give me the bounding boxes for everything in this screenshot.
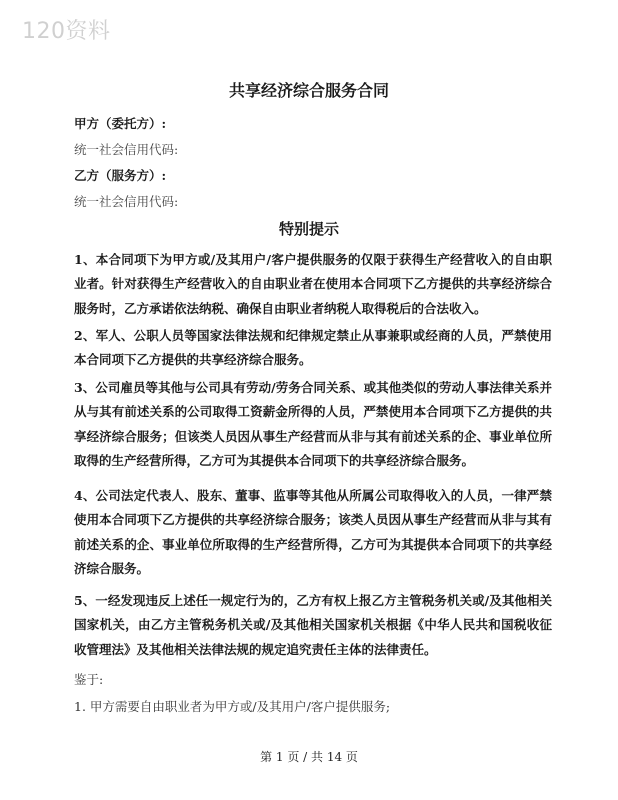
page-footer: 第 1 页 / 共 14 页 bbox=[260, 750, 358, 764]
party-b-label: 乙方（服务方）: bbox=[74, 168, 167, 183]
clause-3: 3、公司雇员等其他与公司具有劳动/劳务合同关系、或其他类似的劳动人事法律关系并从与其有前述关系的公司取得工资薪金所得的人员，严禁使用本合同项下乙方提供的共享经济综合服务；但该类人员因从事生产经营而从非与其有前述关系的企、事业单位所取得的生产经营所得，乙方可为其提供本合同项下的共享经济综合服务。 bbox=[74, 380, 552, 469]
party-a-credit-code-label: 统一社会信用代码: bbox=[74, 142, 179, 157]
document-title: 共享经济综合服务合同 bbox=[228, 81, 389, 100]
party-b-credit-code-label: 统一社会信用代码: bbox=[74, 194, 179, 209]
party-a-label: 甲方（委托方）: bbox=[74, 116, 167, 131]
watermark: 120资料 bbox=[22, 19, 111, 44]
whereas-item-1: 1. 甲方需要自由职业者为甲方或/及其用户/客户提供服务; bbox=[74, 699, 391, 714]
clause-4: 4、公司法定代表人、股东、董事、监事等其他从所属公司取得收入的人员，一律严禁使用本合同项下乙方提供的共享经济综合服务；该类人员因从事生产经营而从非与其有前述关系的企、事业单位所取得的生产经营所得，乙方可为其提供本合同项下的共享经济综合服务。 bbox=[74, 488, 552, 577]
clause-5: 5、一经发现违反上述任一规定行为的，乙方有权上报乙方主管税务机关或/及其他相关国家机关，由乙方主管税务机关或/及其他相关国家机关根据《中华人民共和国税收征收管理法》及其他相关法律法规的规定追究责任主体的法律责任。 bbox=[74, 593, 552, 657]
whereas-label: 鉴于: bbox=[74, 672, 104, 687]
clause-1: 1、本合同项下为甲方或/及其用户/客户提供服务的仅限于获得生产经营收入的自由职业者。针对获得生产经营收入的自由职业者在使用本合同项下乙方提供的共享经济综合服务时，乙方承诺依法纳税、确保自由职业者纳税人取得税后的合法收入。 bbox=[74, 252, 552, 316]
clause-2: 2、军人、公职人员等国家法律法规和纪律规定禁止从事兼职或经商的人员，严禁使用本合同项下乙方提供的共享经济综合服务。 bbox=[74, 328, 552, 368]
notice-title: 特别提示 bbox=[278, 220, 339, 238]
